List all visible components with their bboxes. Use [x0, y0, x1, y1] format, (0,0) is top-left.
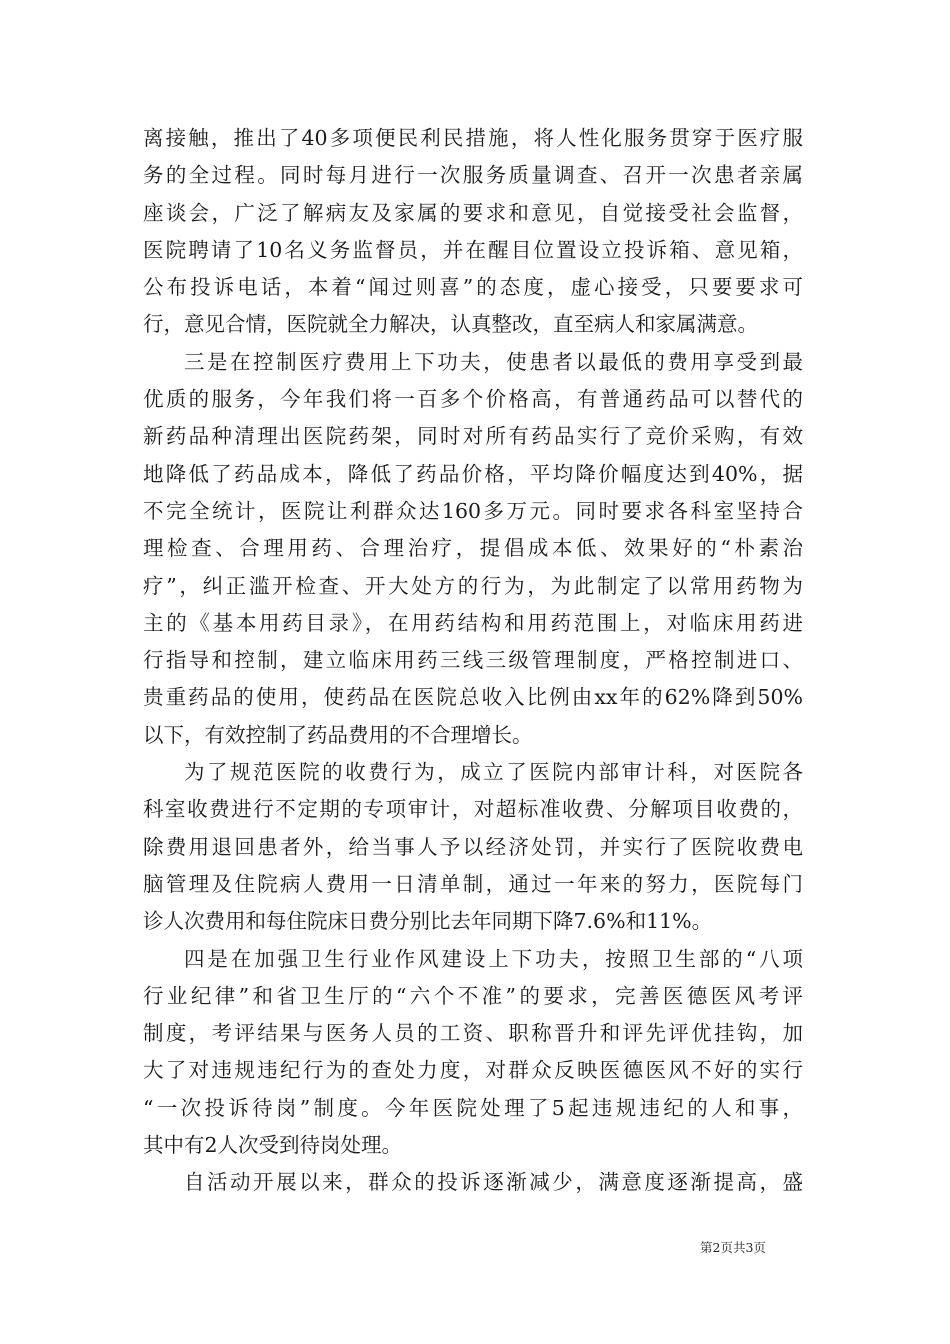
text-line: 以下，有效控制了药品费用的不合理增长。 [143, 722, 533, 747]
text-line: 除费用退回患者外，给当事人予以经济处罚，并实行了医院收费电 [143, 834, 803, 859]
text-line: 制度，考评结果与医务人员的工资、职称晋升和评先评优挂钩，加 [143, 1021, 803, 1046]
text-line: 行指导和控制，建立临床用药三线三级管理制度，严格控制进口、 [143, 648, 803, 673]
document-body [143, 120, 803, 1202]
text-line: 诊人次费用和每住院床日费分别比去年同期下降7.6%和11%。 [143, 909, 713, 934]
text-line: “一次投诉待岗”制度。今年医院处理了5起违规违纪的人和事， [143, 1095, 803, 1120]
text-line: 不完全统计，医院让利群众达160多万元。同时要求各科室坚持合 [143, 498, 803, 523]
text-line: 其中有2人次受到待岗处理。 [143, 1133, 403, 1158]
text-line: 自活动开展以来，群众的投诉逐渐减少，满意度逐渐提高，盛 [184, 1170, 803, 1195]
text-line: 地降低了药品成本，降低了药品价格，平均降价幅度达到40%，据 [143, 461, 803, 486]
text-line: 四是在加强卫生行业作风建设上下功夫，按照卫生部的“八项 [184, 946, 803, 971]
text-line: 主的《基本用药目录》，在用药结构和用药范围上，对临床用药进 [143, 610, 803, 635]
text-line: 离接触，推出了40多项便民利民措施，将人性化服务贯穿于医疗服 [143, 126, 803, 150]
text-line: 疗”，纠正滥开检查、开大处方的行为，为此制定了以常用药物为 [143, 573, 803, 598]
text-line: 医院聘请了10名义务监督员，并在醒目位置设立投诉箱、意见箱， [143, 237, 803, 262]
text-line: 座谈会，广泛了解病友及家属的要求和意见，自觉接受社会监督， [143, 200, 803, 225]
text-line: 公布投诉电话，本着“闻过则喜”的态度，虚心接受，只要要求可 [143, 275, 803, 300]
text-line: 务的全过程。同时每月进行一次服务质量调查、召开一次患者亲属 [143, 163, 803, 188]
text-line: 行业纪律”和省卫生厅的“六个不准”的要求，完善医德医风考评 [143, 983, 803, 1008]
text-line: 为了规范医院的收费行为，成立了医院内部审计科，对医院各 [184, 760, 803, 785]
text-line: 科室收费进行不定期的专项审计，对超标准收费、分解项目收费的， [143, 797, 803, 822]
text-line: 三是在控制医疗费用上下功夫，使患者以最低的费用享受到最 [184, 349, 803, 374]
text-line: 大了对违规违纪行为的查处力度，对群众反映医德医风不好的实行 [143, 1058, 803, 1083]
text-line: 新药品种清理出医院药架，同时对所有药品实行了竞价采购，有效 [143, 424, 803, 449]
text-line: 优质的服务，今年我们将一百多个价格高，有普通药品可以替代的 [143, 387, 803, 412]
text-line: 行，意见合情，医院就全力解决，认真整改，直至病人和家属满意。 [143, 312, 758, 337]
text-line: 脑管理及住院病人费用一日清单制，通过一年来的努力，医院每门 [143, 871, 803, 896]
page-number-footer: 第2页共3页 [700, 1240, 766, 1255]
text-line: 理检查、合理用药、合理治疗，提倡成本低、效果好的“朴素治 [143, 536, 803, 561]
text-line: 贵重药品的使用，使药品在医院总收入比例由xx年的62%降到50% [143, 685, 803, 710]
